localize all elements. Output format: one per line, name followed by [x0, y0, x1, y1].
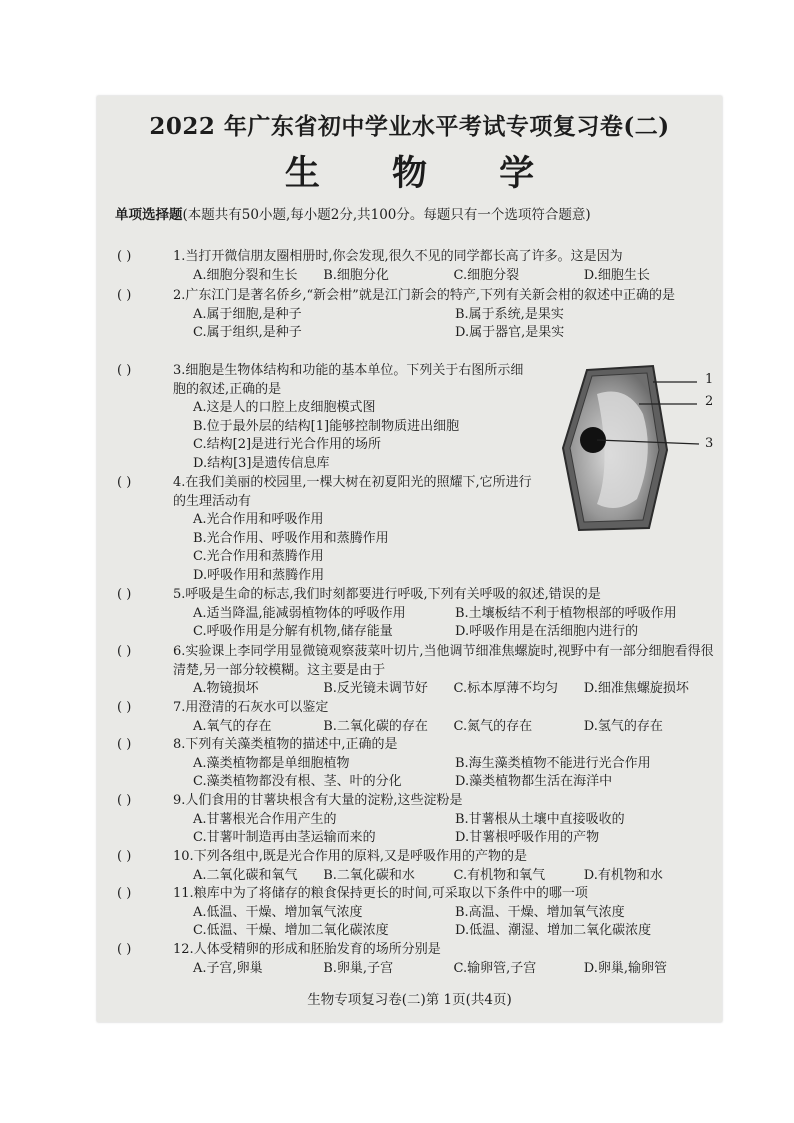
option-a: A.细胞分裂和生长 [193, 267, 298, 283]
option-d: D.细胞生长 [583, 267, 650, 283]
option-d: D.卵巢,输卵管 [583, 960, 667, 976]
option-c: C.氮气的存在 [453, 718, 533, 734]
option-a: A.氧气的存在 [193, 718, 272, 734]
answer-blank[interactable]: ( ) [117, 475, 132, 490]
question-2: ( ) 2.广东江门是著名侨乡,“新会柑”就是江门新会的特产,下列有关新会柑的叙述中正确的是 A.属于细胞,是种子 B.属于系统,是果实 C.属于组织,是种子 D.属于器官,是果实 [117, 287, 714, 343]
answer-blank[interactable]: ( ) [117, 249, 132, 264]
question-8: ( ) 8.下列有关藻类植物的描述中,正确的是 A.藻类植物都是单细胞植物 B.海生藻类植物不能进行光合作用 C.藻类植物都没有根、茎、叶的分化 D.藻类植物都生活在海洋中 [117, 736, 714, 792]
question-5: ( ) 5.呼吸是生命的标志,我们时刻都要进行呼吸,下列有关呼吸的叙述,错误的是 A.适当降温,能减弱植物体的呼吸作用 B.土壤板结不利于植物根部的呼吸作用 C.呼吸作用是分解有机物,储存能量 D.呼吸作用是在活细胞内进行的 [117, 586, 714, 642]
option-d: D.结构[3]是遗传信息库 [193, 455, 330, 471]
option-a: A.适当降温,能减弱植物体的呼吸作用 [193, 605, 406, 621]
option-a: A.光合作用和呼吸作用 [193, 512, 324, 527]
option-b: B.土壤板结不利于植物根部的呼吸作用 [455, 605, 677, 621]
question-6: ( ) 6.实验课上李同学用显微镜观察菠菜叶切片,当他调节细准焦螺旋时,视野中有一部分细胞看得很清楚,另一部分较模糊。这主要是由于 A.物镜损坏 B.反光镜未调节好 C.标本厚薄不均匀 D.细准焦螺旋损坏 [117, 643, 714, 699]
option-b: B.海生藻类植物不能进行光合作用 [455, 755, 651, 771]
option-b: B.细胞分化 [323, 267, 389, 283]
label-2: 2 [705, 394, 714, 409]
option-a: A.这是人的口腔上皮细胞模式图 [193, 400, 376, 415]
page-footer: 生物专项复习卷(二)第 1页(共4页) [307, 992, 512, 1008]
option-a: A.子宫,卵巢 [193, 960, 263, 976]
answer-blank[interactable]: ( ) [117, 644, 132, 659]
section-text: (本题共有50小题,每小题2分,共100分。每题只有一个选项符合题意) [182, 207, 591, 223]
label-3: 3 [705, 436, 714, 451]
question-1: ( ) 1.当打开微信朋友圈相册时,你会发现,很久不见的同学都长高了许多。这是因为 A.细胞分裂和生长 B.细胞分化 C.细胞分裂 D.细胞生长 [117, 248, 714, 285]
option-c: C.属于组织,是种子 [193, 325, 302, 340]
option-d: D.氢气的存在 [583, 718, 663, 734]
option-b: B.属于系统,是果实 [455, 306, 564, 322]
exam-paper [97, 96, 722, 1022]
option-d: D.甘薯根呼吸作用的产物 [455, 830, 600, 845]
label-1: 1 [705, 372, 714, 387]
option-c: C.有机物和氧气 [453, 867, 546, 883]
option-a: A.属于细胞,是种子 [193, 306, 302, 322]
option-d: D.属于器官,是果实 [455, 325, 565, 340]
option-d: D.呼吸作用是在活细胞内进行的 [455, 624, 639, 639]
question-12: ( ) 12.人体受精卵的形成和胚胎发育的场所分别是 A.子宫,卵巢 B.卵巢,子宫 C.输卵管,子宫 D.卵巢,输卵管 [117, 941, 714, 978]
option-b: B.反光镜未调节好 [323, 681, 428, 696]
option-b: B.高温、干燥、增加氧气浓度 [455, 904, 625, 920]
answer-blank[interactable]: ( ) [117, 737, 132, 752]
option-c: C.结构[2]是进行光合作用的场所 [193, 437, 382, 452]
question-4: ( ) 4.在我们美丽的校园里,一棵大树在初夏阳光的照耀下,它所进行的生理活动有 A.光合作用和呼吸作用 B.光合作用、呼吸作用和蒸腾作用 C.光合作用和蒸腾作用 D.呼吸作用和蒸腾作用 [117, 474, 714, 585]
option-b: B.甘薯根从土壤中直接吸收的 [455, 811, 625, 827]
option-a: A.物镜损坏 [193, 681, 259, 696]
option-a: A.二氧化碳和氧气 [193, 867, 298, 883]
question-11: ( ) 11.粮库中为了将储存的粮食保持更长的时间,可采取以下条件中的哪一项 A.低温、干燥、增加氧气浓度 B.高温、干燥、增加氧气浓度 C.低温、干燥、增加二氧化碳浓度 D.低温、潮湿、增加二氧化碳浓度 [117, 885, 714, 941]
option-b: B.位于最外层的结构[1]能够控制物质进出细胞 [193, 418, 460, 434]
section-label: 单项选择题 [115, 207, 183, 223]
option-b: B.二氧化碳的存在 [323, 718, 428, 734]
question-7: ( ) 7.用澄清的石灰水可以鉴定 A.氧气的存在 B.二氧化碳的存在 C.氮气的存在 D.氢气的存在 [117, 699, 714, 736]
option-d: D.细准焦螺旋损坏 [583, 681, 689, 696]
answer-blank[interactable]: ( ) [117, 886, 132, 901]
option-c: C.低温、干燥、增加二氧化碳浓度 [193, 923, 389, 938]
answer-blank[interactable]: ( ) [117, 288, 132, 303]
exam-title: 2022 年广东省初中学业水平考试专项复习卷(二) [149, 113, 670, 140]
section-instructions [115, 206, 710, 225]
option-b: B.二氧化碳和水 [323, 867, 415, 883]
option-c: C.光合作用和蒸腾作用 [193, 549, 324, 564]
answer-blank[interactable]: ( ) [117, 700, 132, 715]
option-d: D.有机物和水 [583, 867, 663, 883]
option-c: C.甘薯叶制造再由茎运输而来的 [193, 830, 376, 845]
option-c: C.标本厚薄不均匀 [453, 681, 559, 696]
option-c: C.输卵管,子宫 [453, 960, 537, 976]
question-10: ( ) 10.下列各组中,既是光合作用的原料,又是呼吸作用的产物的是 A.二氧化碳和氧气 B.二氧化碳和水 C.有机物和氧气 D.有机物和水 [117, 848, 714, 885]
option-d: D.低温、潮湿、增加二氧化碳浓度 [455, 923, 652, 938]
option-c: C.呼吸作用是分解有机物,储存能量 [193, 624, 393, 639]
question-3: ( ) 3.细胞是生物体结构和功能的基本单位。下列关于右图所示细胞的叙述,正确的是 A.这是人的口腔上皮细胞模式图 B.位于最外层的结构[1]能够控制物质进出细胞 C.结构[2]是进行光合作用的场所 D.结构[3]是遗传信息库 [117, 362, 714, 473]
option-d: D.呼吸作用和蒸腾作用 [193, 567, 325, 583]
option-c: C.藻类植物都没有根、茎、叶的分化 [193, 774, 402, 789]
option-d: D.藻类植物都生活在海洋中 [455, 774, 613, 789]
answer-blank[interactable]: ( ) [117, 942, 132, 957]
answer-blank[interactable]: ( ) [117, 587, 132, 602]
subject-title: 生 物 学 [284, 153, 565, 194]
option-b: B.光合作用、呼吸作用和蒸腾作用 [193, 530, 389, 546]
answer-blank[interactable]: ( ) [117, 793, 132, 808]
option-a: A.低温、干燥、增加氧气浓度 [193, 904, 363, 920]
answer-blank[interactable]: ( ) [117, 849, 132, 864]
option-a: A.甘薯根光合作用产生的 [193, 811, 337, 827]
answer-blank[interactable]: ( ) [117, 363, 132, 378]
option-b: B.卵巢,子宫 [323, 960, 394, 976]
option-c: C.细胞分裂 [453, 267, 520, 283]
question-9: ( ) 9.人们食用的甘薯块根含有大量的淀粉,这些淀粉是 A.甘薯根光合作用产生的 B.甘薯根从土壤中直接吸收的 C.甘薯叶制造再由茎运输而来的 D.甘薯根呼吸作用的产物 [117, 792, 714, 848]
option-a: A.藻类植物都是单细胞植物 [193, 755, 350, 771]
